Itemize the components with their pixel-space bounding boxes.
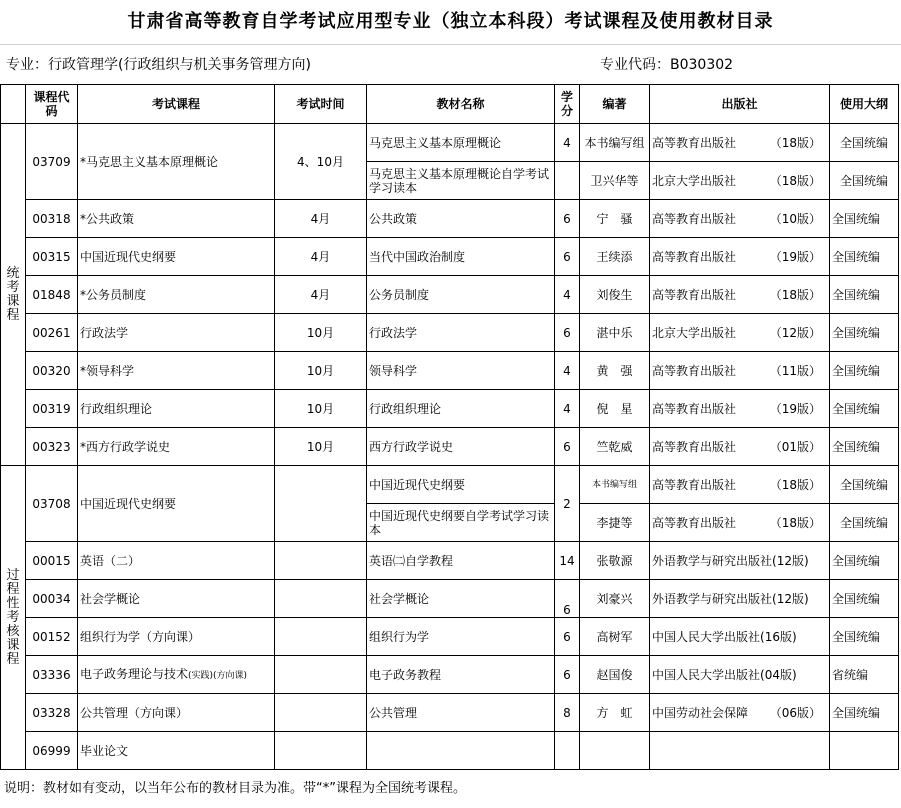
table-row <box>1 238 899 276</box>
course-name: 电子政务理论与技术 <box>80 666 189 681</box>
exam-time <box>275 542 367 580</box>
author: 刘俊生 <box>580 276 650 314</box>
table-row <box>1 618 899 656</box>
edition: （10版） <box>769 211 821 226</box>
publisher: 高等教育出版社 <box>652 363 737 378</box>
syllabus: 全国统编 <box>830 124 899 162</box>
author: 竺乾威 <box>580 428 650 466</box>
course-name: 毕业论文 <box>78 732 275 770</box>
syllabus: 全国统编 <box>830 466 899 504</box>
book-name: 英语㈡自学教程 <box>367 542 555 580</box>
syllabus: 全国统编 <box>830 428 899 466</box>
edition: （19版） <box>769 401 821 416</box>
table-row <box>1 656 899 694</box>
group-label-process: 过程性考核课程 <box>1 466 26 770</box>
syllabus: 省统编 <box>830 656 899 694</box>
book-name: 公务员制度 <box>367 276 555 314</box>
header-time: 考试时间 <box>275 85 367 124</box>
author: 高树军 <box>580 618 650 656</box>
book-name: 西方行政学说史 <box>367 428 555 466</box>
book-name: 行政组织理论 <box>367 390 555 428</box>
publisher <box>650 732 830 770</box>
header-group <box>1 85 26 124</box>
credit <box>555 162 580 200</box>
table-header-row <box>1 85 899 124</box>
course-name: 英语（二） <box>78 542 275 580</box>
edition: （12版） <box>769 325 821 340</box>
course-code: 03328 <box>26 694 78 732</box>
header-author: 编著 <box>580 85 650 124</box>
credit <box>555 732 580 770</box>
table-row <box>1 542 899 580</box>
credit: 6 <box>555 200 580 238</box>
syllabus: 全国统编 <box>830 314 899 352</box>
author: 王续添 <box>580 238 650 276</box>
course-code: 00323 <box>26 428 78 466</box>
exam-time: 4月 <box>275 238 367 276</box>
syllabus: 全国统编 <box>830 200 899 238</box>
author: 赵国俊 <box>580 656 650 694</box>
book-name: 公共管理 <box>367 694 555 732</box>
course-code: 03708 <box>26 466 78 542</box>
course-name: *公务员制度 <box>78 276 275 314</box>
author: 宁 骚 <box>580 200 650 238</box>
exam-time <box>275 656 367 694</box>
credit: 6 <box>555 314 580 352</box>
credit: 4 <box>555 276 580 314</box>
edition: （19版） <box>769 249 821 264</box>
exam-time: 10月 <box>275 352 367 390</box>
book-name: 中国近现代史纲要 <box>367 466 555 504</box>
table-row <box>1 352 899 390</box>
publisher: 北京大学出版社 <box>652 325 737 340</box>
syllabus: 全国统编 <box>830 238 899 276</box>
table-row <box>1 276 899 314</box>
publisher: 高等教育出版社 <box>652 515 737 530</box>
exam-time <box>275 618 367 656</box>
author: 黄 强 <box>580 352 650 390</box>
course-code: 06999 <box>26 732 78 770</box>
book-name: 行政法学 <box>367 314 555 352</box>
syllabus: 全国统编 <box>830 276 899 314</box>
exam-time: 10月 <box>275 428 367 466</box>
course-name: *领导科学 <box>78 352 275 390</box>
course-name: *马克思主义基本原理概论 <box>78 124 275 200</box>
table-row <box>1 694 899 732</box>
author: 方 虹 <box>580 694 650 732</box>
syllabus <box>830 732 899 770</box>
publisher: 高等教育出版社 <box>652 249 737 264</box>
credit: 6 <box>555 656 580 694</box>
publisher: 中国劳动社会保障 <box>652 705 749 720</box>
course-code: 00318 <box>26 200 78 238</box>
course-code: 00315 <box>26 238 78 276</box>
credit: 4 <box>555 124 580 162</box>
book-name: 公共政策 <box>367 200 555 238</box>
exam-time <box>275 466 367 542</box>
edition: （01版） <box>769 439 821 454</box>
author: 倪 星 <box>580 390 650 428</box>
course-code: 00034 <box>26 580 78 618</box>
header-publisher: 出版社 <box>650 85 830 124</box>
book-name: 马克思主义基本原理概论 <box>367 124 555 162</box>
footnote: 说明：教材如有变动，以当年公布的教材目录为准。带“*”课程为全国统考课程。 <box>4 781 466 796</box>
edition: （06版） <box>769 705 821 720</box>
author: 卫兴华等 <box>580 162 650 200</box>
credit: 4 <box>555 390 580 428</box>
course-name: *公共政策 <box>78 200 275 238</box>
credit: 4 <box>555 352 580 390</box>
header-book: 教材名称 <box>367 85 555 124</box>
exam-time: 10月 <box>275 390 367 428</box>
course-code: 00261 <box>26 314 78 352</box>
credit: 8 <box>555 694 580 732</box>
edition: （11版） <box>769 363 821 378</box>
course-name: 社会学概论 <box>78 580 275 618</box>
table-row <box>1 124 899 162</box>
publisher: 高等教育出版社 <box>652 287 737 302</box>
course-code: 00319 <box>26 390 78 428</box>
publisher: 高等教育出版社 <box>652 477 737 492</box>
book-name: 马克思主义基本原理概论自学考试学习读本 <box>367 162 555 200</box>
course-code: 00015 <box>26 542 78 580</box>
publisher: 中国人民大学出版社 <box>652 667 761 682</box>
publisher: 北京大学出版社 <box>652 173 737 188</box>
credit: 6 <box>555 580 580 618</box>
course-note: (实践)(方向课) <box>188 670 248 681</box>
publisher: 高等教育出版社 <box>652 211 737 226</box>
major-label: 专业：行政管理学(行政组织与机关事务管理方向) <box>6 57 311 73</box>
syllabus: 全国统编 <box>830 162 899 200</box>
publisher: 高等教育出版社 <box>652 401 737 416</box>
exam-time <box>275 580 367 618</box>
publisher: 高等教育出版社 <box>652 135 737 150</box>
publisher: 中国人民大学出版社 <box>652 629 761 644</box>
course-code: 03336 <box>26 656 78 694</box>
publisher: 外语教学与研究出版社 <box>652 591 773 606</box>
course-name: 组织行为学（方向课） <box>78 618 275 656</box>
author: 本书编写组 <box>580 466 650 504</box>
exam-time <box>275 732 367 770</box>
course-code: 03709 <box>26 124 78 200</box>
syllabus: 全国统编 <box>830 352 899 390</box>
syllabus: 全国统编 <box>830 618 899 656</box>
exam-time: 4、10月 <box>275 124 367 200</box>
course-name: *西方行政学说史 <box>78 428 275 466</box>
edition: （18版） <box>769 287 821 302</box>
book-name <box>367 732 555 770</box>
course-code: 01848 <box>26 276 78 314</box>
course-table <box>0 84 899 770</box>
exam-time: 4月 <box>275 276 367 314</box>
book-name: 中国近现代史纲要自学考试学习读本 <box>367 504 555 542</box>
author <box>580 732 650 770</box>
syllabus: 全国统编 <box>830 390 899 428</box>
edition: (16版) <box>760 629 797 644</box>
syllabus: 全国统编 <box>830 504 899 542</box>
table-row <box>1 580 899 618</box>
book-name: 当代中国政治制度 <box>367 238 555 276</box>
author: 刘豪兴 <box>580 580 650 618</box>
edition: (12版) <box>772 591 809 606</box>
edition: (04版) <box>760 667 797 682</box>
group-label-unified: 统考课程 <box>1 124 26 466</box>
book-name: 电子政务教程 <box>367 656 555 694</box>
exam-time <box>275 694 367 732</box>
edition: （18版） <box>769 515 821 530</box>
major-code: 专业代码：B030302 <box>600 57 734 73</box>
credit: 14 <box>555 542 580 580</box>
table-row <box>1 200 899 238</box>
credit: 6 <box>555 428 580 466</box>
header-credit: 学分 <box>555 85 580 124</box>
credit: 2 <box>555 466 580 542</box>
book-name: 社会学概论 <box>367 580 555 618</box>
publisher: 外语教学与研究出版社 <box>652 553 773 568</box>
edition: （18版） <box>769 135 821 150</box>
course-name: 公共管理（方向课） <box>78 694 275 732</box>
exam-time: 10月 <box>275 314 367 352</box>
edition: （18版） <box>769 173 821 188</box>
syllabus: 全国统编 <box>830 580 899 618</box>
credit: 6 <box>555 618 580 656</box>
table-row <box>1 428 899 466</box>
edition: (12版) <box>772 553 809 568</box>
header-code: 课程代码 <box>26 85 78 124</box>
course-name: 行政组织理论 <box>78 390 275 428</box>
author: 湛中乐 <box>580 314 650 352</box>
page-title: 甘肃省高等教育自学考试应用型专业（独立本科段）考试课程及使用教材目录 <box>0 0 901 45</box>
exam-time: 4月 <box>275 200 367 238</box>
credit: 6 <box>555 238 580 276</box>
syllabus: 全国统编 <box>830 542 899 580</box>
table-row <box>1 390 899 428</box>
syllabus: 全国统编 <box>830 694 899 732</box>
header-syllabus: 使用大纲 <box>830 85 899 124</box>
course-name: 中国近现代史纲要 <box>78 466 275 542</box>
course-name: 中国近现代史纲要 <box>78 238 275 276</box>
author: 李捷等 <box>580 504 650 542</box>
table-row <box>1 466 899 504</box>
author: 张敬源 <box>580 542 650 580</box>
course-name: 行政法学 <box>78 314 275 352</box>
book-name: 领导科学 <box>367 352 555 390</box>
table-row <box>1 732 899 770</box>
table-row <box>1 314 899 352</box>
author: 本书编写组 <box>580 124 650 162</box>
course-code: 00320 <box>26 352 78 390</box>
header-course: 考试课程 <box>78 85 275 124</box>
course-code: 00152 <box>26 618 78 656</box>
edition: （18版） <box>769 477 821 492</box>
book-name: 组织行为学 <box>367 618 555 656</box>
publisher: 高等教育出版社 <box>652 439 737 454</box>
